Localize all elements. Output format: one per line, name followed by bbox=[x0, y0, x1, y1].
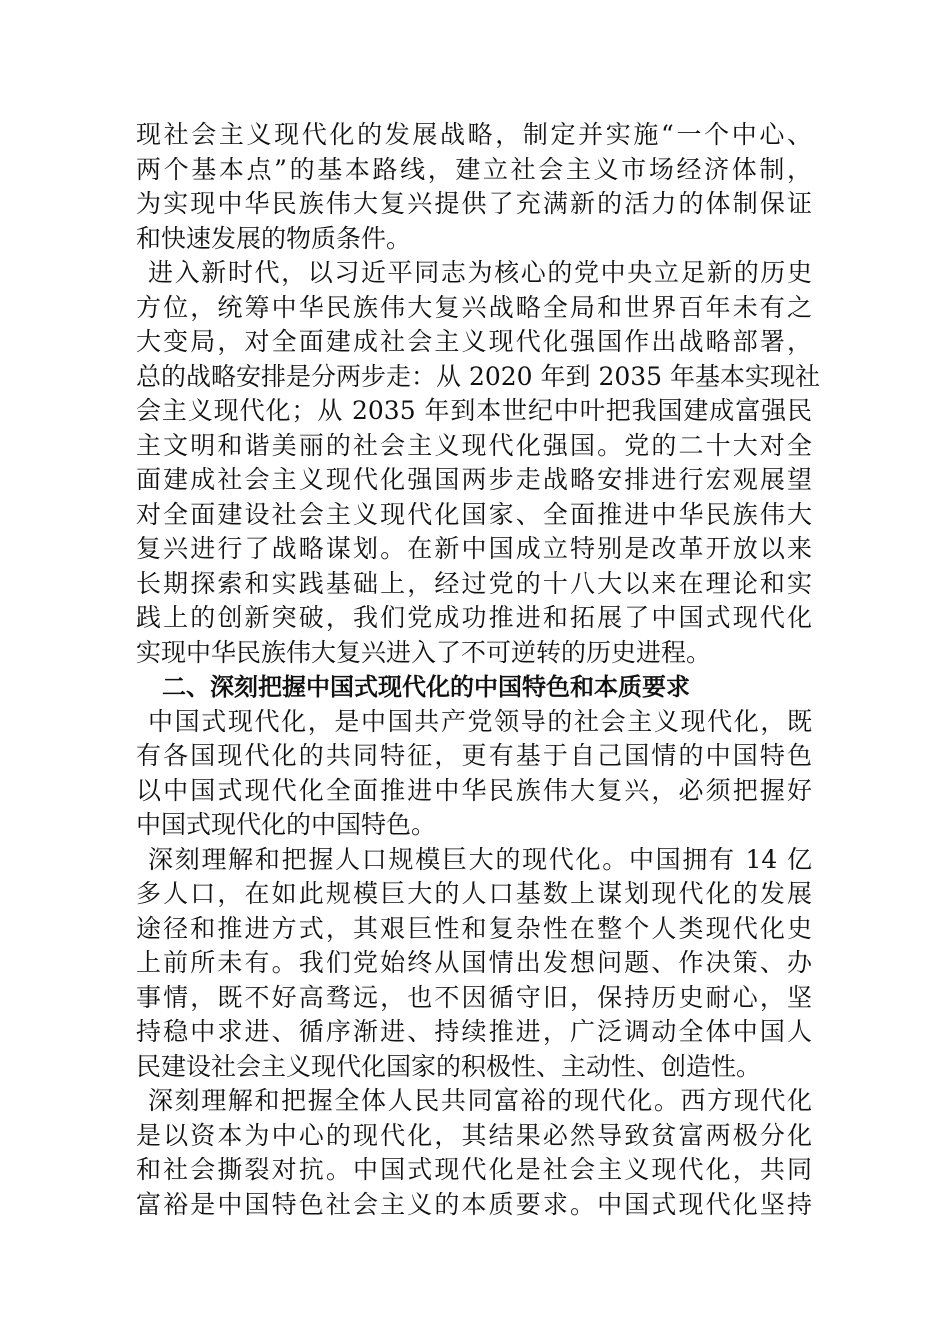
text-line: 深刻理解和把握人口规模巨大的现代化。中国拥有 14 亿 bbox=[148, 844, 812, 874]
paragraph bbox=[136, 118, 812, 256]
text-line: 中国式现代化的中国特色。 bbox=[136, 810, 437, 839]
paragraph bbox=[136, 843, 812, 1085]
text-line: 为实现中华民族伟大复兴提供了充满新的活力的体制保证 bbox=[136, 189, 812, 218]
paragraph bbox=[136, 705, 812, 843]
text-line: 深刻理解和把握全体人民共同富裕的现代化。西方现代化 bbox=[148, 1086, 812, 1115]
text-line: 对全面建设社会主义现代化国家、全面推进中华民族伟大 bbox=[136, 499, 812, 529]
paragraph bbox=[136, 256, 821, 670]
text-line: 和社会撕裂对抗。中国式现代化是社会主义现代化，共同 bbox=[136, 1155, 812, 1184]
text-line: 以中国式现代化全面推进中华民族伟大复兴，必须把握好 bbox=[136, 775, 812, 805]
text-line: 有各国现代化的共同特征，更有基于自己国情的中国特色 bbox=[136, 741, 812, 770]
text-line: 进入新时代，以习近平同志为核心的党中央立足新的历史 bbox=[148, 258, 812, 287]
text-line: 民建设社会主义现代化国家的积极性、主动性、创造性。 bbox=[136, 1051, 762, 1081]
section-heading: 二、深刻把握中国式现代化的中国特色和本质要求 bbox=[162, 673, 690, 701]
text-line: 大变局，对全面建成社会主义现代化强国作出战略部署， bbox=[136, 327, 812, 356]
text-line: 面建成社会主义现代化强国两步走战略安排进行宏观展望 bbox=[136, 465, 812, 494]
text-line: 主文明和谐美丽的社会主义现代化强国。党的二十大对全 bbox=[136, 430, 812, 460]
text-line: 事情，既不好高骛远，也不因循守旧，保持历史耐心，坚 bbox=[136, 982, 812, 1012]
text-line: 现社会主义现代化的发展战略，制定并实施“一个中心、 bbox=[136, 120, 812, 149]
text-line: 多人口，在如此规模巨大的人口基数上谋划现代化的发展 bbox=[136, 879, 812, 908]
text-line: 实现中华民族伟大复兴进入了不可逆转的历史进程。 bbox=[136, 637, 712, 667]
text-line: 总的战略安排是分两步走：从 2020 年到 2035 年基本实现社 bbox=[136, 361, 821, 391]
text-line: 中国式现代化，是中国共产党领导的社会主义现代化，既 bbox=[148, 706, 812, 736]
paragraph bbox=[136, 1084, 812, 1222]
text-line: 途径和推进方式，其艰巨性和复杂性在整个人类现代化史 bbox=[136, 913, 812, 943]
document-body bbox=[136, 118, 821, 1222]
text-line: 复兴进行了战略谋划。在新中国成立特别是改革开放以来 bbox=[136, 534, 812, 563]
text-line: 会主义现代化；从 2035 年到本世纪中叶把我国建成富强民 bbox=[136, 396, 812, 425]
text-line: 持稳中求进、循序渐进、持续推进，广泛调动全体中国人 bbox=[136, 1017, 812, 1046]
text-line: 两个基本点”的基本路线，建立社会主义市场经济体制， bbox=[136, 154, 812, 184]
text-line: 践上的创新突破，我们党成功推进和拓展了中国式现代化 bbox=[136, 603, 812, 632]
text-line: 是以资本为中心的现代化，其结果必然导致贫富两极分化 bbox=[136, 1120, 812, 1150]
text-line: 和快速发展的物质条件。 bbox=[136, 223, 412, 253]
text-line: 方位，统筹中华民族伟大复兴战略全局和世界百年未有之 bbox=[136, 292, 812, 322]
text-line: 富裕是中国特色社会主义的本质要求。中国式现代化坚持 bbox=[136, 1189, 812, 1219]
text-line: 上前所未有。我们党始终从国情出发想问题、作决策、办 bbox=[136, 948, 812, 977]
text-line: 长期探索和实践基础上，经过党的十八大以来在理论和实 bbox=[136, 568, 812, 598]
